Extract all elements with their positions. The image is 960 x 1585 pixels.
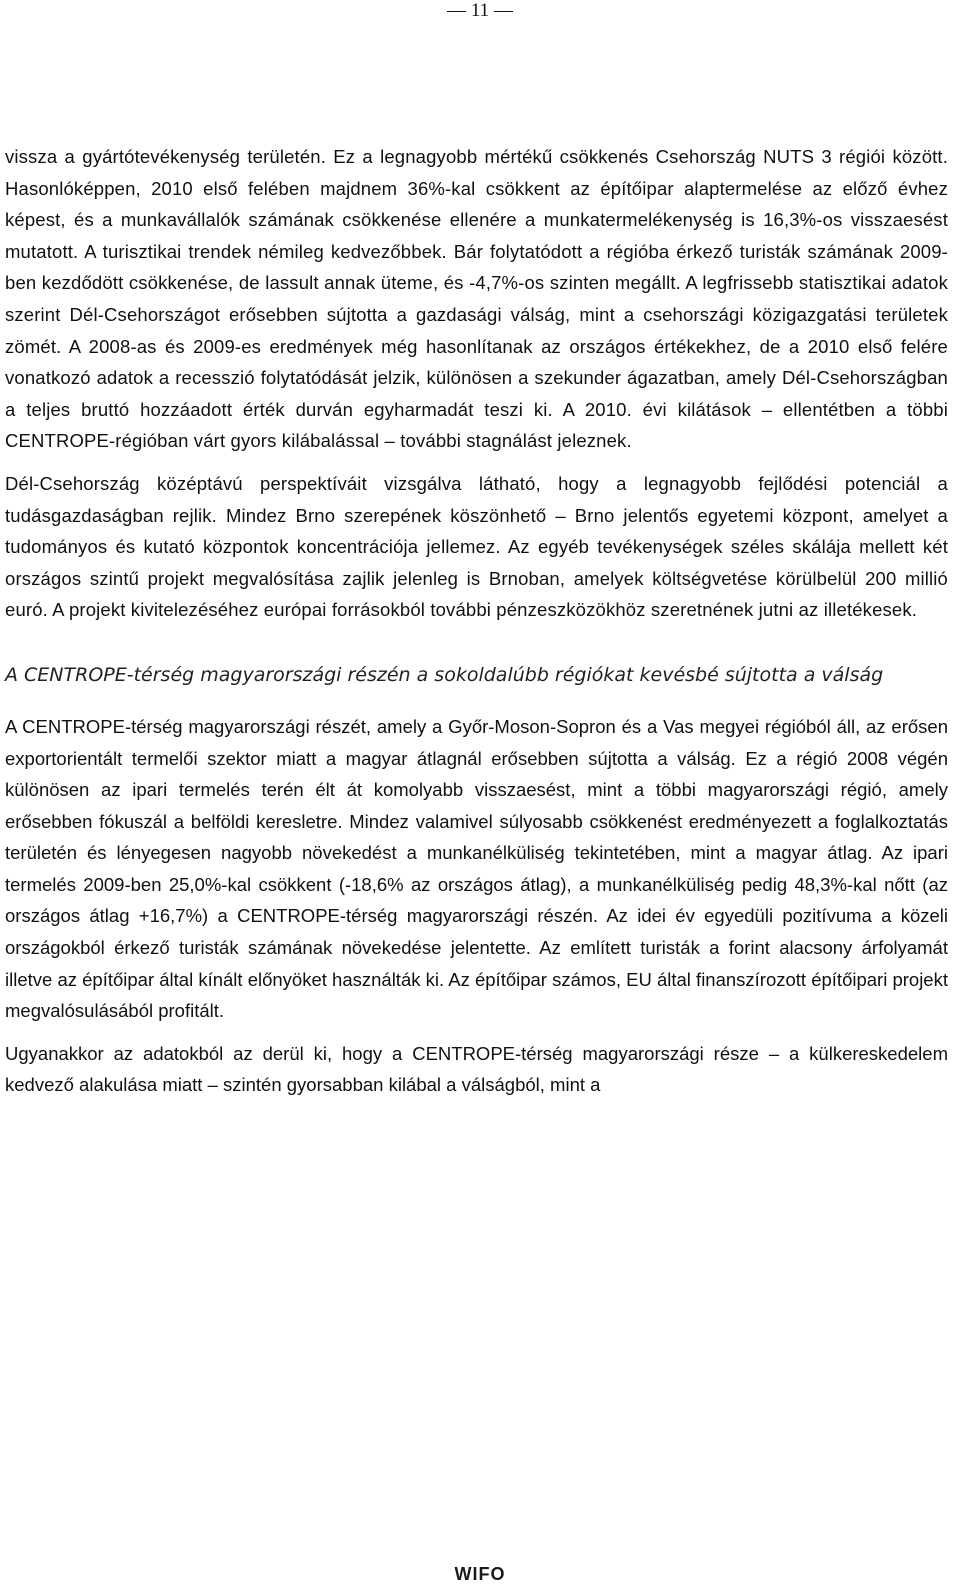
wifo-logo: WIFO — [454, 1564, 506, 1584]
document-body — [5, 141, 948, 1101]
page-number: — 11 — — [447, 0, 513, 21]
body-paragraph: Dél-Csehország középtávú perspektíváit vizsgálva látható, hogy a legnagyobb fejlődési potenciál a tudásgazdaságban rejlik. Mindez Brno szerepének köszönhető – Brno jelentős egyetemi központ, amelyet a tudományos és kutató központok koncentrációja jellemez. Az egyéb tevékenységek széles skálája mellett két országos szintű projekt megvalósítása zajlik jelenleg is Brnoban, amelyek költségvetése körülbelül 200 millió euró. A projekt kivitelezéséhez európai forrásokból további pénzeszközökhöz szeretnének jutni az illetékesek. — [5, 472, 948, 621]
body-paragraph: A CENTROPE-térség magyarországi részét, amely a Győr-Moson-Sopron és a Vas megyei régióból áll, az erősen exportorientált termelői szektor miatt a magyar átlagnál erősebben sújtotta a válság. Ez a régió 2008 végén különösen az ipari termelés terén élt át komolyabb visszaesést, mint a többi magyarországi régió, amely erősebben fókuszál a belföldi keresletre. Mindez valamivel súlyosabb csökkenést eredményezett a foglalkoztatás területén és lényegesen nagyobb növekedést a munkanélküliség tekintetében, mint a magyar átlag. Az ipari termelés 2009-ben 25,0%-kal csökkent (-18,6% az országos átlag), a munkanélküliség pedig 48,3%-kal nőtt (az országos átlag +16,7%) a CENTROPE-térség magyarországi részén. Az idei év egyedüli pozitívuma a közeli országokból érkező turisták számának növekedése jelentette. Az említett turisták a forint alacsony árfolyamát illetve az építőipar által kínált előnyöket használták ki. Az építőipar számos, EU által finanszírozott építőipari projekt megvalósulásából profitált. — [5, 715, 948, 1022]
body-paragraph: Ugyanakkor az adatokból az derül ki, hogy a CENTROPE-térség magyarországi része – a külkereskedelem kedvező alakulása miatt – szintén gyorsabban kilábal a válságból, mint a — [5, 1042, 948, 1096]
section-heading: A CENTROPE-térség magyarországi részén a sokoldalúbb régiókat kevésbé sújtotta a válság — [5, 663, 884, 686]
body-paragraph: vissza a gyártótevékenység területén. Ez a legnagyobb mértékű csökkenés Csehország NUTS 3 régiói között. Hasonlóképpen, 2010 első felében majdnem 36%-kal csökkent az építőipar alaptermelése az előző évhez képest, és a munkavállalók számának csökkenése ellenére a munkatermelékenység is 16,3%-os visszaesést mutatott. A turisztikai trendek némileg kedvezőbbek. Bár folytatódott a régióba érkező turisták számának 2009-ben kezdődött csökkenése, de lassult annak üteme, és -4,7%-os szinten megállt. A legfrissebb statisztikai adatok szerint Dél-Csehországot erősebben sújtotta a gazdasági válság, mint a csehországi közigazgatási területek zömét. A 2008-as és 2009-es eredmények még hasonlítanak az országos értékekhez, de a 2010 első felére vonatkozó adatok a recesszió folytatódását jelzik, különösen a szekunder ágazatban, amely Dél-Csehországban a teljes bruttó hozzáadott érték durván egyharmadát teszi ki. A 2010. évi kilátások – ellentétben a többi CENTROPE-régióban várt gyors kilábalással – további stagnálást jeleznek. — [5, 146, 948, 452]
